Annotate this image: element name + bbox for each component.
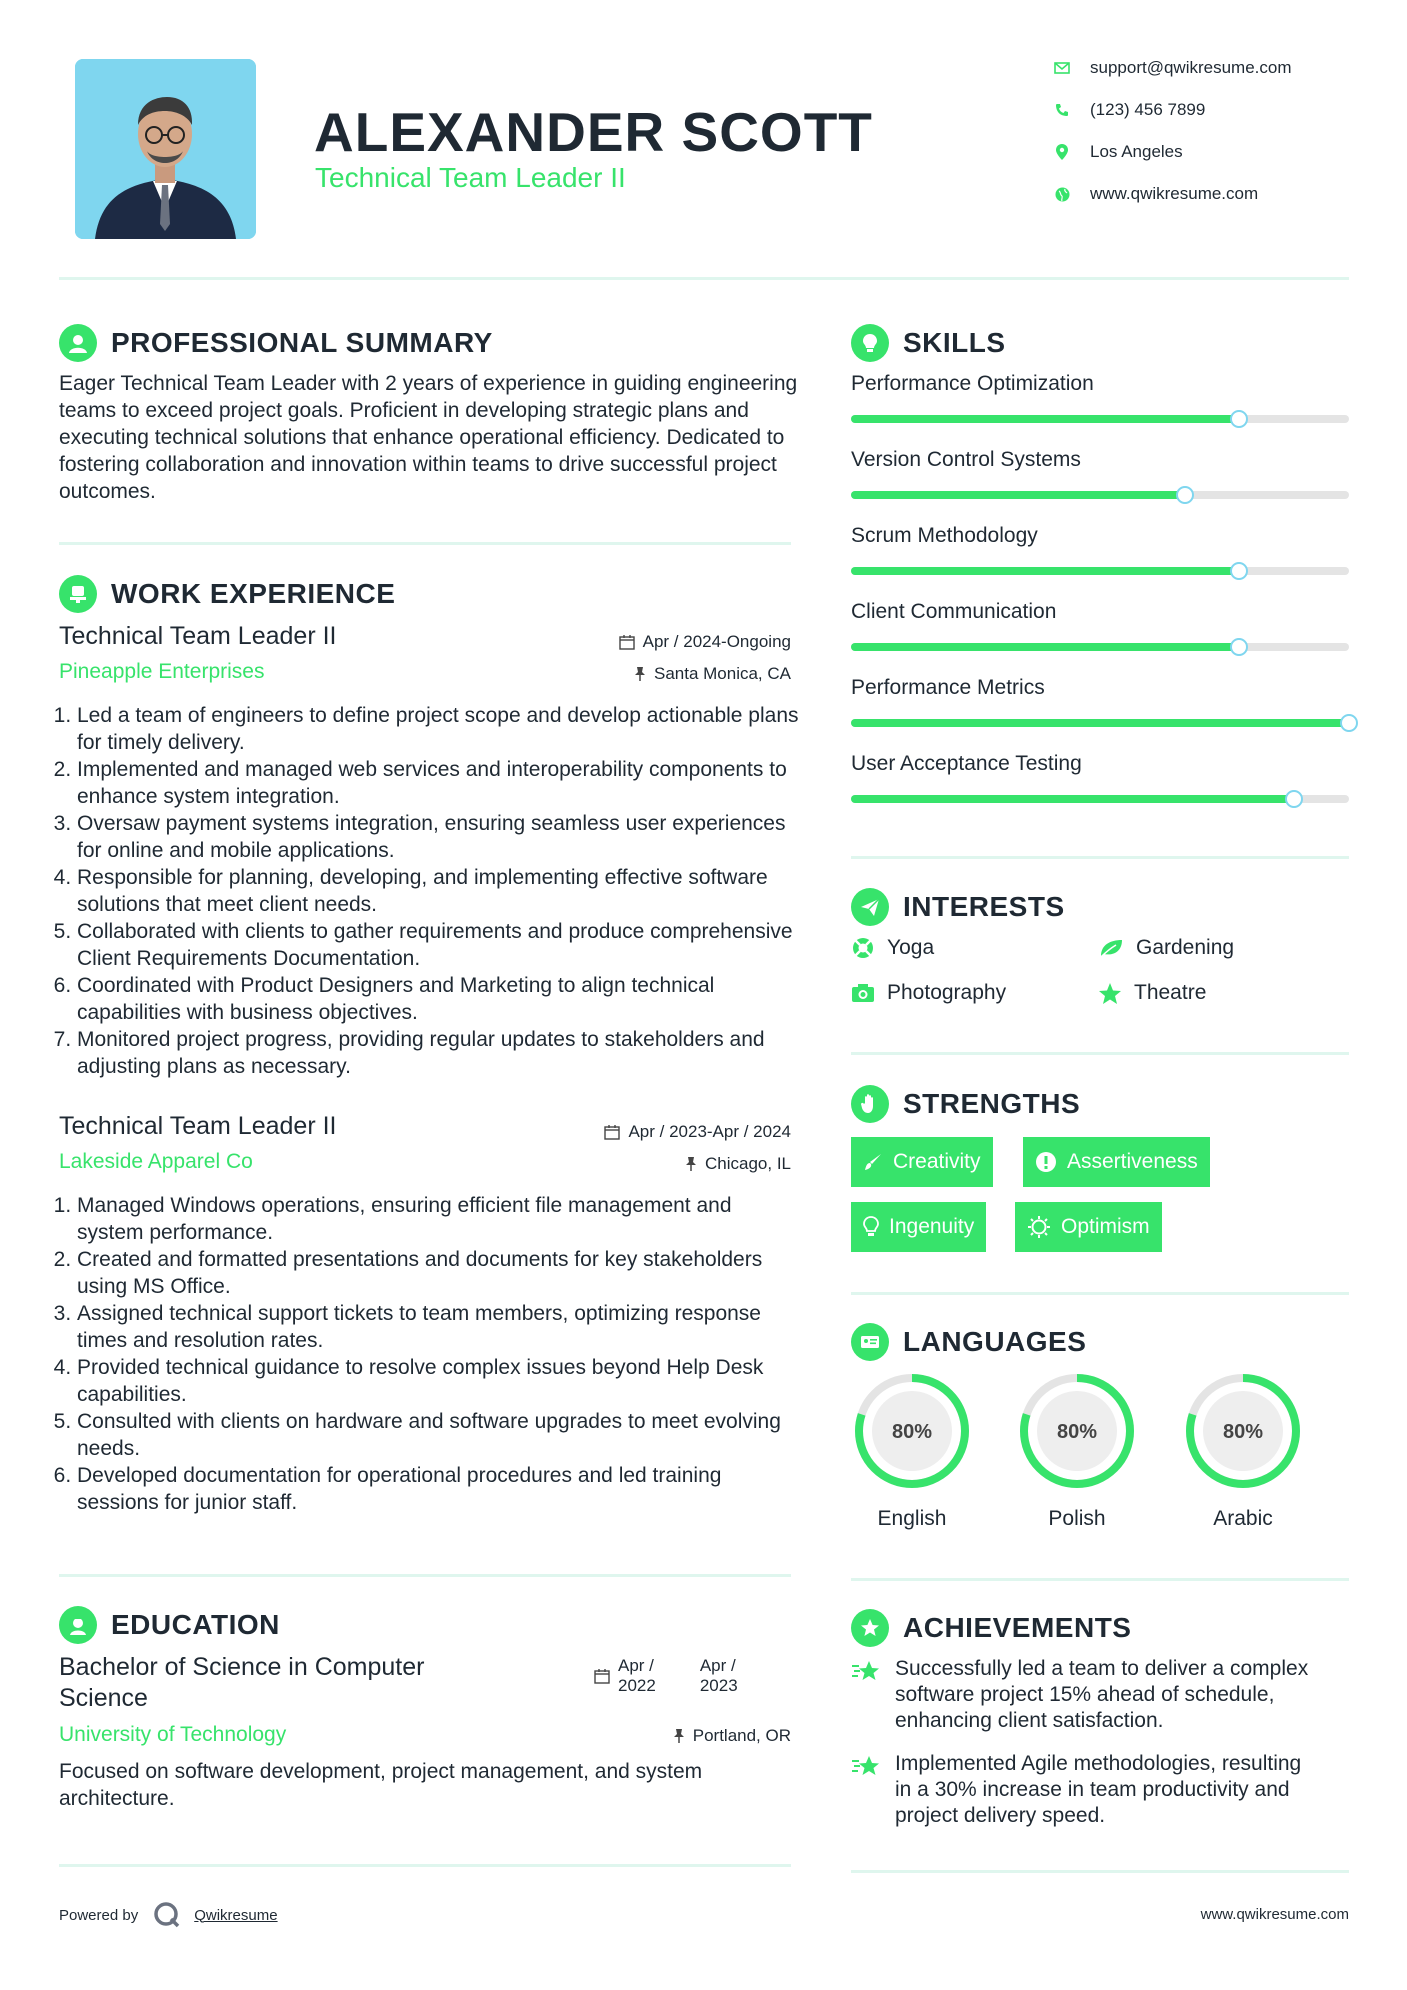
strength-creativity	[851, 1137, 993, 1187]
job-2-location	[540, 1154, 791, 1174]
skill-bar-knob	[1285, 790, 1303, 808]
job-2-date-text: Apr / 2023-Apr / 2024	[628, 1122, 791, 1141]
person-portrait-icon	[75, 59, 256, 239]
strength-assertiveness	[1023, 1137, 1210, 1187]
profile-photo	[75, 59, 256, 239]
interest-theatre-label: Theatre	[1134, 981, 1207, 1004]
education-date-start: Apr / 2022	[618, 1656, 656, 1695]
languages-heading	[851, 1323, 1086, 1361]
skill-bar-knob	[1230, 562, 1248, 580]
candidate-name: ALEXANDER SCOTT	[314, 101, 873, 163]
duty-item: 3. Oversaw payment systems integration, ensuring seamless user experiences for online and mobile applications.	[77, 810, 799, 864]
contact-phone[interactable]	[1052, 100, 1205, 120]
duty-item: 7. Monitored project progress, providing regular updates to stakeholders and adjusting plans as necessary.	[77, 1026, 799, 1080]
skill-bar-knob	[1230, 410, 1248, 428]
languages-title: LANGUAGES	[903, 1326, 1087, 1357]
skill-name: Version Control Systems	[851, 448, 1081, 471]
job-1-title: Technical Team Leader II	[59, 622, 337, 650]
education-date	[594, 1656, 738, 1696]
header-divider	[59, 277, 1349, 280]
contact-website-text: www.qwikresume.com	[1090, 184, 1259, 203]
language-percent: 80%	[1222, 1421, 1264, 1443]
job-1-company: Pineapple Enterprises	[59, 660, 265, 683]
candidate-title: Technical Team Leader II	[315, 162, 626, 193]
duty-item: 5. Consulted with clients on hardware and software upgrades to meet evolving needs.	[77, 1408, 799, 1462]
strengths-divider	[851, 1292, 1349, 1295]
job-2-location-text: Chicago, IL	[705, 1154, 791, 1173]
leaf-icon	[1098, 937, 1124, 959]
skill-bar-track	[851, 795, 1349, 803]
skill-bar-fill	[851, 719, 1349, 727]
contact-location-text: Los Angeles	[1090, 142, 1183, 161]
language-arabic	[1182, 1370, 1304, 1531]
achievement-text-1: Successfully led a team to deliver a complex software project 15% ahead of schedule, enhancing client satisfaction.	[895, 1657, 1309, 1732]
education-title: EDUCATION	[111, 1609, 280, 1640]
interest-gardening-label: Gardening	[1136, 936, 1235, 959]
mail-icon	[1052, 58, 1072, 78]
contact-email[interactable]	[1052, 58, 1292, 78]
hand-icon	[851, 1085, 889, 1123]
skill-name: Client Communication	[851, 600, 1057, 623]
exclamation-icon	[1035, 1151, 1057, 1173]
skill-bar-fill	[851, 415, 1239, 423]
globe-icon	[1052, 184, 1072, 204]
qwikresume-link[interactable]: Qwikresume	[194, 1906, 278, 1924]
interests-heading	[851, 888, 1065, 926]
lifebuoy-icon	[851, 936, 875, 960]
camera-icon	[851, 982, 875, 1004]
footer-url[interactable]: www.qwikresume.com	[1200, 1906, 1349, 1923]
skill-bar-track	[851, 719, 1349, 727]
contact-location	[1052, 142, 1183, 162]
language-english	[851, 1370, 973, 1531]
education-divider	[59, 1864, 791, 1867]
education-heading	[59, 1606, 280, 1644]
star-icon	[1098, 982, 1122, 1005]
strength-assertiveness-label: Assertiveness	[1067, 1150, 1198, 1173]
job-2-title: Technical Team Leader II	[59, 1112, 337, 1140]
summary-heading	[59, 324, 493, 362]
skill-bar-fill	[851, 643, 1239, 651]
powered-by-text: Powered by	[59, 1906, 139, 1924]
interest-theatre	[1098, 981, 1206, 1005]
shooting-star-icon	[851, 1658, 881, 1684]
language-name: Arabic	[1213, 1507, 1273, 1530]
duty-item: 1. Managed Windows operations, ensuring efficient file management and system performance.	[77, 1192, 799, 1246]
skill-bar-track	[851, 415, 1349, 423]
language-ring	[1016, 1370, 1138, 1492]
duty-item: 3. Assigned technical support tickets to team members, optimizing response times and resolution rates.	[77, 1300, 799, 1354]
pin-icon	[634, 666, 646, 682]
brush-icon	[863, 1152, 883, 1172]
education-degree: Bachelor of Science in Computer Science	[59, 1653, 425, 1712]
language-percent: 80%	[1056, 1421, 1098, 1443]
education-location-text: Portland, OR	[692, 1726, 791, 1745]
achievements-title: ACHIEVEMENTS	[903, 1612, 1132, 1643]
interests-divider	[851, 1052, 1349, 1055]
language-ring	[1182, 1370, 1304, 1492]
achievements-divider	[851, 1870, 1349, 1873]
strength-optimism	[1015, 1202, 1162, 1252]
experience-divider	[59, 1574, 791, 1577]
duty-item: 6. Developed documentation for operational procedures and led training sessions for junior staff.	[77, 1462, 799, 1516]
skill-bar-knob	[1230, 638, 1248, 656]
location-pin-icon	[1052, 142, 1072, 162]
strength-creativity-label: Creativity	[893, 1150, 981, 1173]
strength-ingenuity	[851, 1202, 986, 1252]
interest-photography	[851, 981, 1006, 1005]
duty-item: 4. Provided technical guidance to resolve complex issues beyond Help Desk capabilities.	[77, 1354, 799, 1408]
skills-title: SKILLS	[903, 327, 1006, 358]
skill-bar-track	[851, 491, 1349, 499]
skill-bar-fill	[851, 491, 1185, 499]
job-1-date	[540, 632, 791, 652]
language-name: English	[877, 1507, 947, 1530]
summary-title: PROFESSIONAL SUMMARY	[111, 327, 493, 358]
language-polish	[1016, 1370, 1138, 1531]
calendar-icon	[619, 634, 635, 650]
strength-ingenuity-label: Ingenuity	[889, 1215, 975, 1238]
interest-photography-label: Photography	[887, 981, 1007, 1004]
job-1-duties	[59, 702, 799, 1080]
skill-bar-fill	[851, 795, 1294, 803]
calendar-icon	[604, 1124, 620, 1140]
education-school: University of Technology	[59, 1723, 287, 1746]
summary-text: Eager Technical Team Leader with 2 years of experience in guiding engineering teams to exceed project goals. Proficient in developing strategic plans and executing technical solutions that enhance operational efficiency. Dedicated to fostering collaboration and innovation within teams to drive successful project outcomes.	[59, 372, 798, 503]
contact-phone-text: (123) 456 7899	[1090, 100, 1206, 119]
duty-item: 2. Implemented and managed web services and interoperability components to enhance system integration.	[77, 756, 799, 810]
skill-name: Performance Metrics	[851, 676, 1045, 699]
strength-optimism-label: Optimism	[1061, 1215, 1150, 1238]
paper-plane-icon	[851, 888, 889, 926]
duty-item: 2. Created and formatted presentations and documents for key stakeholders using MS Office.	[77, 1246, 799, 1300]
pin-icon	[685, 1156, 697, 1172]
summary-divider	[59, 542, 791, 545]
job-1-location	[540, 664, 791, 684]
sun-icon	[1027, 1215, 1051, 1239]
languages-divider	[851, 1578, 1349, 1581]
id-card-icon	[851, 1323, 889, 1361]
skills-heading	[851, 324, 1006, 362]
experience-heading	[59, 575, 395, 613]
skill-bar-track	[851, 643, 1349, 651]
interests-title: INTERESTS	[903, 891, 1065, 922]
interest-yoga-label: Yoga	[887, 936, 935, 959]
achievement-item-2	[851, 1751, 1321, 1829]
education-date-end: Apr / 2023	[699, 1656, 738, 1695]
contact-website[interactable]	[1052, 184, 1258, 204]
education-location	[540, 1726, 791, 1746]
skills-divider	[851, 856, 1349, 859]
shooting-star-icon	[851, 1753, 881, 1779]
duty-item: 4. Responsible for planning, developing, and implementing effective software solutions that meet client needs.	[77, 864, 799, 918]
contact-email-text: support@qwikresume.com	[1090, 58, 1292, 77]
qwikresume-logo-icon	[152, 1900, 182, 1930]
graduate-icon	[59, 1606, 97, 1644]
job-2-date	[540, 1122, 791, 1142]
skill-bar-track	[851, 567, 1349, 575]
achievements-heading	[851, 1609, 1131, 1647]
footer-powered-by	[59, 1900, 278, 1930]
strengths-title: STRENGTHS	[903, 1088, 1081, 1119]
skill-bar-fill	[851, 567, 1239, 575]
experience-title: WORK EXPERIENCE	[111, 578, 396, 609]
skill-name: Scrum Methodology	[851, 524, 1038, 547]
job-2-duties	[59, 1192, 799, 1516]
lightbulb-icon	[863, 1216, 879, 1238]
language-name: Polish	[1048, 1507, 1106, 1530]
duty-item: 1. Led a team of engineers to define project scope and develop actionable plans for timely delivery.	[77, 702, 799, 756]
phone-icon	[1052, 100, 1072, 120]
briefcase-icon	[59, 575, 97, 613]
job-1-date-text: Apr / 2024-Ongoing	[642, 632, 791, 651]
job-1-location-text: Santa Monica, CA	[653, 664, 791, 683]
duty-item: 6. Coordinated with Product Designers and Marketing to align technical capabilities with business objectives.	[77, 972, 799, 1026]
skill-name: Performance Optimization	[851, 372, 1094, 395]
calendar-icon	[594, 1668, 610, 1684]
pin-icon	[673, 1728, 685, 1744]
strengths-heading	[851, 1085, 1080, 1123]
skill-bar-knob	[1340, 714, 1358, 732]
achievement-item-1	[851, 1656, 1321, 1734]
user-icon	[59, 324, 97, 362]
lightbulb-icon	[851, 324, 889, 362]
job-2-company: Lakeside Apparel Co	[59, 1150, 253, 1173]
star-badge-icon	[851, 1609, 889, 1647]
language-percent: 80%	[891, 1421, 933, 1443]
interest-yoga	[851, 936, 934, 960]
achievement-text-2: Implemented Agile methodologies, resulting in a 30% increase in team productivity and project delivery speed.	[895, 1752, 1302, 1827]
skill-name: User Acceptance Testing	[851, 752, 1082, 775]
language-ring	[851, 1370, 973, 1492]
skill-bar-knob	[1176, 486, 1194, 504]
education-text: Focused on software development, project management, and system architecture.	[59, 1760, 703, 1810]
duty-item: 5. Collaborated with clients to gather requirements and produce comprehensive Client Requirements Documentation.	[77, 918, 799, 972]
interest-gardening	[1098, 936, 1234, 960]
